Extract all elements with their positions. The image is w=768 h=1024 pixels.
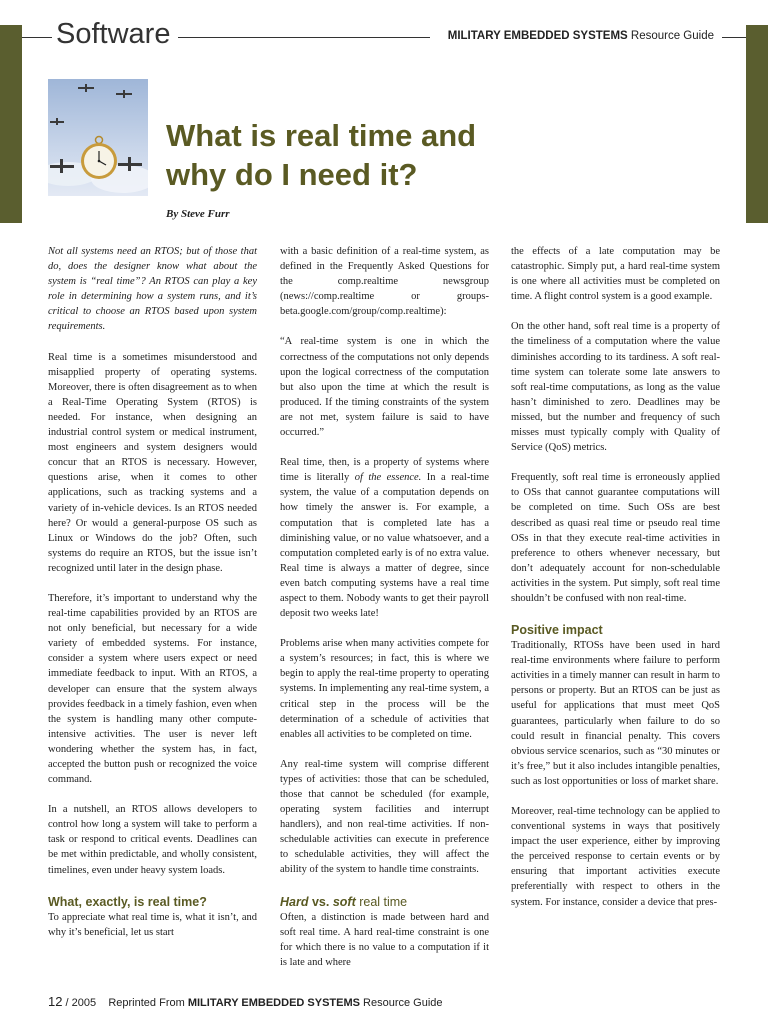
heading-word: vs.	[308, 894, 333, 909]
text-column-2	[280, 244, 489, 985]
emphasis-text: of the essence.	[354, 472, 422, 484]
footer-suffix: Resource Guide	[359, 997, 443, 1009]
paragraph: Real time is a sometimes misunderstood and misapplied property of operating systems. Moreover, there is often disagreement as to when a Real-Time Operating System (RTOS) is needed. For instance, when designing an industrial control system or medical instrument, most engineers and system designers would concur that an RTOS is necessary. However, questions arise, when it comes to other applications, such as tracking systems and a variety of in-vehicle devices. Is an RTOS needed here? Or would a general-purpose OS such as Linux or Windows do the job? Often, such systems do require an RTOS, but the issue isn’t recognized until later in the design phase.	[48, 351, 257, 574]
paragraph: the effects of a late computation may be catastrophic. Simply put, a hard real-time system is one where all activities must be completed on time. A flight control system is a good example.	[511, 246, 720, 303]
article-byline: By Steve Furr	[166, 208, 230, 220]
paragraph: Traditionally, RTOSs have been used in hard real-time environments where failure to perform activities in a timely manner can result in harm to persons or property. But an RTOS can be just as useful for applications that must meet QoS guarantees, particularly when failure to do so could result in financial penalty. This covers obvious service scenarios, such as “30 minutes or it’s free,” but it also includes intangible penalties, such as lost opportunities or loss of market share.	[511, 640, 720, 787]
header-rule-middle	[178, 37, 430, 38]
paragraph: To appreciate what real time is, what it isn’t, and why it’s beneficial, let us start	[48, 911, 257, 938]
header-guide-title	[448, 30, 714, 42]
heading-word: Hard	[280, 894, 309, 909]
title-line-2: why do I need it?	[166, 157, 418, 192]
text-column-3	[511, 244, 720, 925]
article-intro: Not all systems need an RTOS; but of those that do, does the designer know what about the system is “real time”? An RTOS can play a key role in determining how a system runs, and it’s critical to choose an RTOS based upon system requirements.	[48, 246, 257, 333]
text-run: Real time, then, is a property of systems where time is literally	[280, 457, 489, 484]
paragraph: Any real-time system will comprise different types of activities: those that can be scheduled, those that cannot be scheduled (for example, operating system facilities and interrupt handlers), and non real-time activities. If non-schedulable activities can execute in preference to schedulable activities, they will affect the ability of the system to handle time constraints.	[280, 758, 489, 876]
title-line-1: What is real time and	[166, 118, 477, 153]
guide-suffix: Resource Guide	[627, 30, 714, 42]
header-rule-left	[22, 37, 52, 38]
paragraph: On the other hand, soft real time is a property of the timeliness of a computation where the value diminishes according to its tardiness. A soft real-time system can tolerate some late answers to soft real-time computations, as long as the value hasn’t diminished to zero. Deadlines may be missed, but the number and frequency of such misses must typically comply with Quality of Service (QoS) metrics.	[511, 321, 720, 454]
paragraph: In a nutshell, an RTOS allows developers to control how long a system will take to perform a task or respond to critical events. Deadlines can be met within predictable, and wholly consistent, timelines, even under heavy system loads.	[48, 804, 257, 876]
article-photo	[48, 79, 148, 196]
left-color-tab	[0, 25, 22, 223]
heading-word: real time	[355, 894, 408, 909]
subheading-positive-impact: Positive impact	[511, 623, 603, 638]
page-footer	[48, 994, 443, 1009]
paragraph: with a basic definition of a real-time system, as defined in the Frequently Asked Questions for the comp.realtime newsgroup (news://comp.realtime or groups-beta.google.com/group/comp.realtime):	[280, 246, 489, 318]
guide-brand: MILITARY EMBEDDED SYSTEMS	[447, 30, 628, 42]
article-title	[166, 116, 476, 194]
paragraph: Therefore, it’s important to understand why the real-time capabilities provided by an RTOS are not only beneficial, but necessary for a wide variety of embedded systems. For instance, consider a system where users expect or need immediate feedback to input. With an RTOS, a developer can ensure that the system always provides feedback in a timely fashion, even when the system is handling many other compute-intensive activities. The user is never left wondering whether the system has, in fact, accepted the button push or recognized the voice command.	[48, 592, 257, 786]
section-label: Software	[56, 18, 171, 50]
heading-word: soft	[332, 894, 356, 909]
paragraph	[280, 455, 489, 621]
footer-year: / 2005	[62, 997, 97, 1009]
clock-airplanes-illustration	[48, 79, 148, 196]
subheading-hard-vs-soft	[280, 894, 489, 910]
quote-paragraph: “A real-time system is one in which the correctness of the computations not only depends upon the logical correctness of the computation but also upon the time at which the result is produced. If the timing constraints of the system are not met, system failure is said to have occurred.”	[280, 336, 489, 439]
right-color-tab	[746, 25, 768, 223]
subheading-what-is-real-time: What, exactly, is real time?	[48, 894, 207, 909]
text-run: In a real-time system, the value of a computation depends on how timely the answer is. For example, a computation that is completed late has a diminishing value, or no value whatsoever, and a computation completed early is of no extra value. Real time is always a matter of degree, since even batch computing systems have a real time aspect to them. Nobody wants to get their payroll deposit two weeks late!	[280, 472, 489, 620]
paragraph: Often, a distinction is made between hard and soft real time. A hard real-time constraint is one for which there is no value to a computation if it is late and where	[280, 911, 489, 968]
header-rule-right	[722, 37, 746, 38]
paragraph: Frequently, soft real time is erroneously applied to OSs that cannot guarantee computations will be completed on time. Such OSs are best described as quasi real time or pseudo real time OSs in that they execute real-time activities in preference to others whenever necessary, but don’t adequately account for non-schedulable activities in the system. Put simply, soft real time shouldn’t be confused with non real-time.	[511, 472, 720, 604]
footer-reprint-label: Reprinted From	[108, 997, 188, 1009]
footer-brand: MILITARY EMBEDDED SYSTEMS	[187, 997, 360, 1009]
paragraph: Moreover, real-time technology can be applied to conventional systems in ways that positively impact the user experience, either by improving the perceived response to certain events or by ensuring that important activities execute preferentially with respect to others in the system. For instance, consider a device that pres-	[511, 806, 720, 908]
text-column-1	[48, 244, 257, 955]
page-number: 12	[48, 994, 63, 1009]
paragraph: Problems arise when many activities compete for a system’s resources; in fact, this is where we begin to apply the real-time property to operating systems. In implementing any real-time system, a critical step in the process will be the determination of a schedule of activities that enables all activities to be completed on time.	[280, 638, 489, 740]
